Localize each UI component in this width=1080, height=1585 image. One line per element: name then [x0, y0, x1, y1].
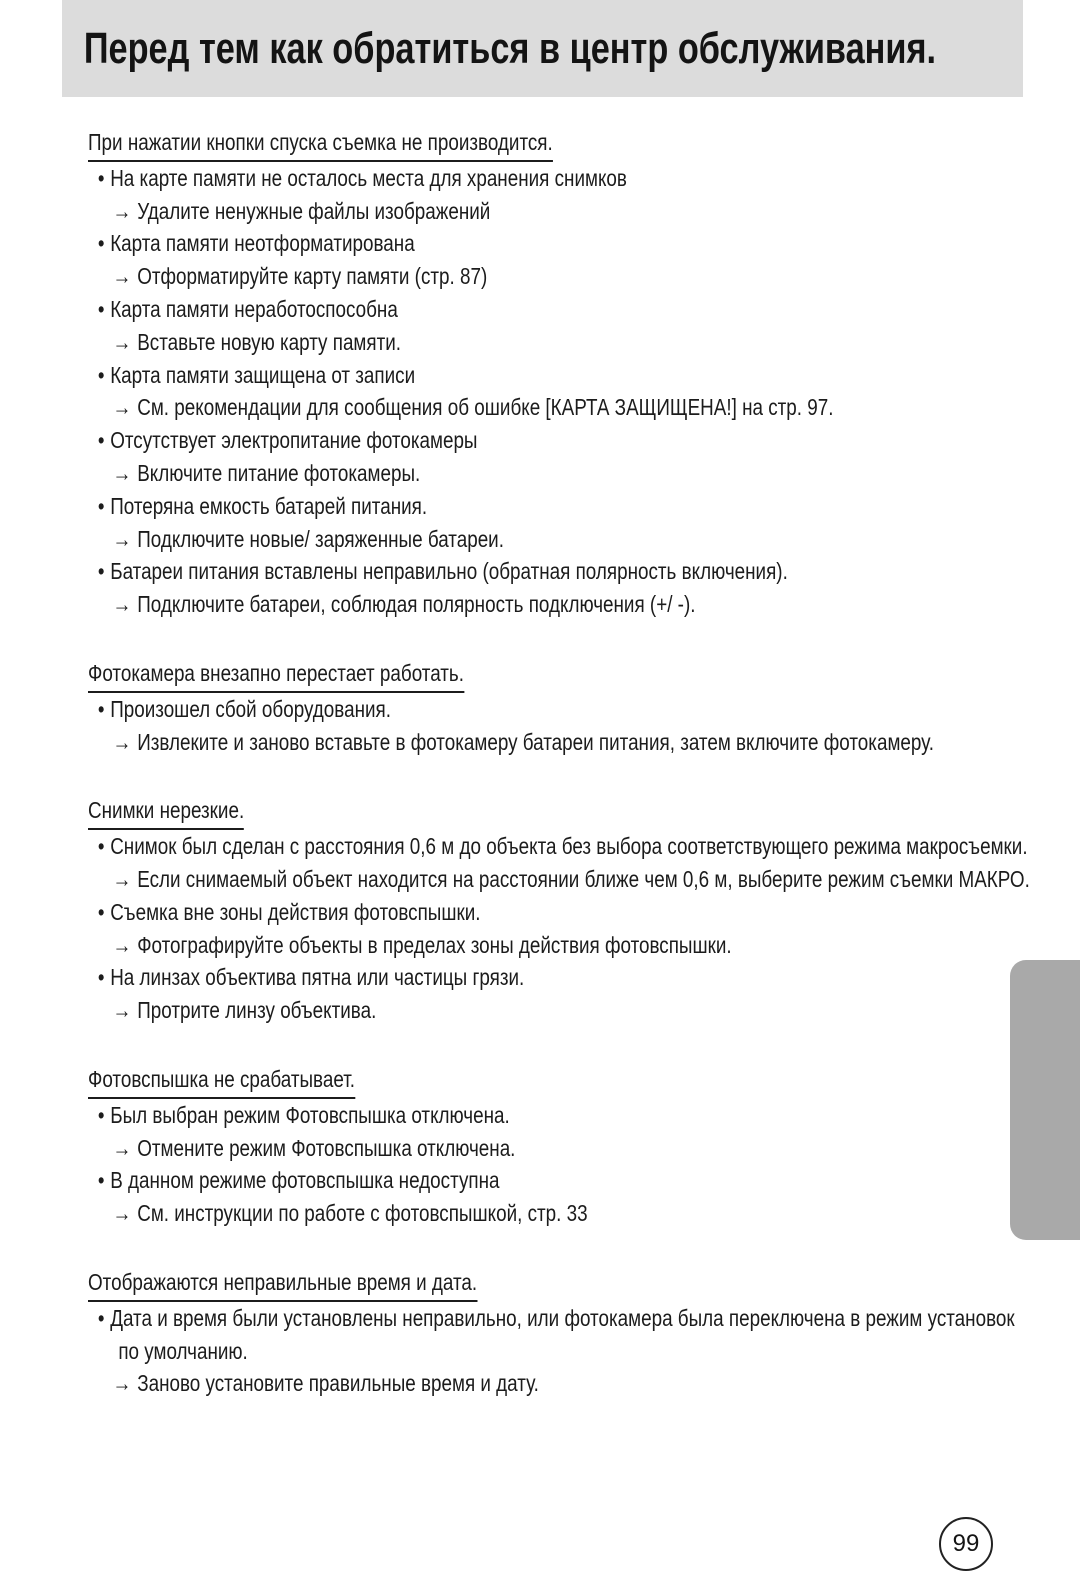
continuation-line — [88, 1335, 1056, 1368]
line-text: Карта памяти защищена от записи — [110, 361, 416, 388]
trouble-section — [88, 126, 1056, 621]
cause-line — [88, 293, 1056, 326]
solution-line — [88, 457, 1056, 490]
page-number-badge — [939, 1517, 993, 1571]
line-text: Отмените режим Фотовспышка отключена. — [137, 1134, 516, 1161]
line-text: Вставьте новую карту памяти. — [137, 328, 402, 355]
cause-line — [88, 424, 1056, 457]
solution-line — [88, 929, 1056, 962]
line-text: Протрите линзу объектива. — [137, 997, 377, 1024]
page-title: Перед тем как обратиться в центр обслуживания. — [83, 24, 937, 73]
line-text: Был выбран режим Фотовспышка отключена. — [110, 1101, 510, 1128]
chapter-side-tab — [1010, 960, 1080, 1240]
line-text: Произошел сбой оборудования. — [110, 695, 391, 722]
section-heading: Фотовспышка не срабатывает. — [88, 1063, 355, 1099]
section-heading: Отображаются неправильные время и дата. — [88, 1266, 477, 1302]
solution-line — [88, 523, 1056, 556]
cause-line — [88, 359, 1056, 392]
section-heading: Фотокамера внезапно перестает работать. — [88, 657, 464, 693]
line-text: См. рекомендации для сообщения об ошибке [КАРТА ЗАЩИЩЕНА!] на стр. 97. — [137, 394, 834, 421]
line-text: Съемка вне зоны действия фотовспышки. — [110, 898, 481, 925]
solution-line — [88, 195, 1056, 228]
line-text: На карте памяти не осталось места для хранения снимков — [110, 164, 627, 191]
line-text: Карта памяти неотформатирована — [110, 230, 415, 257]
line-text: Батареи питания вставлены неправильно (обратная полярность включения). — [110, 558, 788, 585]
line-text: В данном режиме фотовспышка недоступна — [110, 1167, 500, 1194]
line-text: Подключите батареи, соблюдая полярность подключения (+/ -). — [137, 591, 696, 618]
line-text: Отформатируйте карту памяти (стр. 87) — [137, 263, 488, 290]
section-heading-row — [88, 657, 1056, 693]
section-heading-row — [88, 1063, 1056, 1099]
page-number: 99 — [952, 1530, 980, 1557]
bullet-marker: • — [97, 898, 105, 925]
bullet-marker: • — [97, 1167, 105, 1194]
arrow-icon: → — [112, 591, 132, 618]
line-text: Если снимаемый объект находится на расстоянии ближе чем 0,6 м, выберите режим съемки МАКРО. — [137, 865, 1030, 892]
bullet-marker: • — [97, 295, 105, 322]
arrow-icon: → — [112, 394, 132, 421]
arrow-icon: → — [112, 459, 132, 486]
arrow-icon: → — [112, 197, 132, 224]
bullet-marker: • — [97, 833, 105, 860]
cause-line — [88, 1164, 1056, 1197]
line-text: См. инструкции по работе с фотовспышкой, стр. 33 — [137, 1200, 588, 1227]
cause-line — [88, 1302, 1056, 1335]
cause-line — [88, 1099, 1056, 1132]
trouble-section — [88, 1063, 1056, 1230]
line-text: Снимок был сделан с расстояния 0,6 м до объекта без выбора соответствующего режима макросъемки. — [110, 833, 1028, 860]
bullet-marker: • — [97, 361, 105, 388]
cause-line — [88, 490, 1056, 523]
line-text: Потеряна емкость батарей питания. — [110, 492, 428, 519]
solution-line — [88, 391, 1056, 424]
line-text: по умолчанию. — [118, 1337, 248, 1364]
bullet-marker: • — [97, 427, 105, 454]
bullet-marker: • — [97, 492, 105, 519]
cause-line — [88, 693, 1056, 726]
bullet-marker: • — [97, 1304, 105, 1331]
trouble-section — [88, 794, 1056, 1027]
bullet-marker: • — [97, 164, 105, 191]
solution-line — [88, 994, 1056, 1027]
bullet-marker: • — [97, 695, 105, 722]
arrow-icon: → — [112, 1200, 132, 1227]
arrow-icon: → — [112, 1134, 132, 1161]
arrow-icon: → — [112, 328, 132, 355]
cause-line — [88, 162, 1056, 195]
line-text: Подключите новые/ заряженные батареи. — [137, 525, 504, 552]
section-heading: При нажатии кнопки спуска съемка не производится. — [88, 126, 553, 162]
line-text: Заново установите правильные время и дату. — [137, 1370, 539, 1397]
arrow-icon: → — [112, 263, 132, 290]
bullet-marker: • — [97, 558, 105, 585]
cause-line — [88, 961, 1056, 994]
cause-line — [88, 896, 1056, 929]
section-heading: Снимки нерезкие. — [88, 794, 244, 830]
bullet-marker: • — [97, 964, 105, 991]
line-text: Удалите ненужные файлы изображений — [137, 197, 491, 224]
line-text: Включите питание фотокамеры. — [137, 459, 421, 486]
trouble-section — [88, 657, 1056, 758]
line-text: Извлеките и заново вставьте в фотокамеру батареи питания, затем включите фотокамеру. — [137, 728, 934, 755]
section-heading-row — [88, 1266, 1056, 1302]
arrow-icon: → — [112, 1370, 132, 1397]
arrow-icon: → — [112, 997, 132, 1024]
solution-line — [88, 1367, 1056, 1400]
line-text: На линзах объектива пятна или частицы грязи. — [110, 964, 525, 991]
trouble-section — [88, 1266, 1056, 1400]
solution-line — [88, 1197, 1056, 1230]
line-text: Карта памяти неработоспособна — [110, 295, 398, 322]
cause-line — [88, 830, 1056, 863]
cause-line — [88, 555, 1056, 588]
arrow-icon: → — [112, 865, 132, 892]
section-heading-row — [88, 794, 1056, 830]
line-text: Отсутствует электропитание фотокамеры — [110, 427, 478, 454]
solution-line — [88, 1132, 1056, 1165]
line-text: Дата и время были установлены неправильно, или фотокамера была переключена в режим установок — [110, 1304, 1015, 1331]
bullet-marker: • — [97, 1101, 105, 1128]
section-heading-row — [88, 126, 1056, 162]
line-text: Фотографируйте объекты в пределах зоны действия фотовспышки. — [137, 931, 732, 958]
arrow-icon: → — [112, 525, 132, 552]
bullet-marker: • — [97, 230, 105, 257]
solution-line — [88, 326, 1056, 359]
solution-line — [88, 588, 1056, 621]
solution-line — [88, 863, 1056, 896]
cause-line — [88, 227, 1056, 260]
header-band — [62, 0, 1023, 97]
solution-line — [88, 726, 1056, 759]
solution-line — [88, 260, 1056, 293]
arrow-icon: → — [112, 931, 132, 958]
troubleshooting-content — [88, 126, 1056, 1400]
arrow-icon: → — [112, 728, 132, 755]
